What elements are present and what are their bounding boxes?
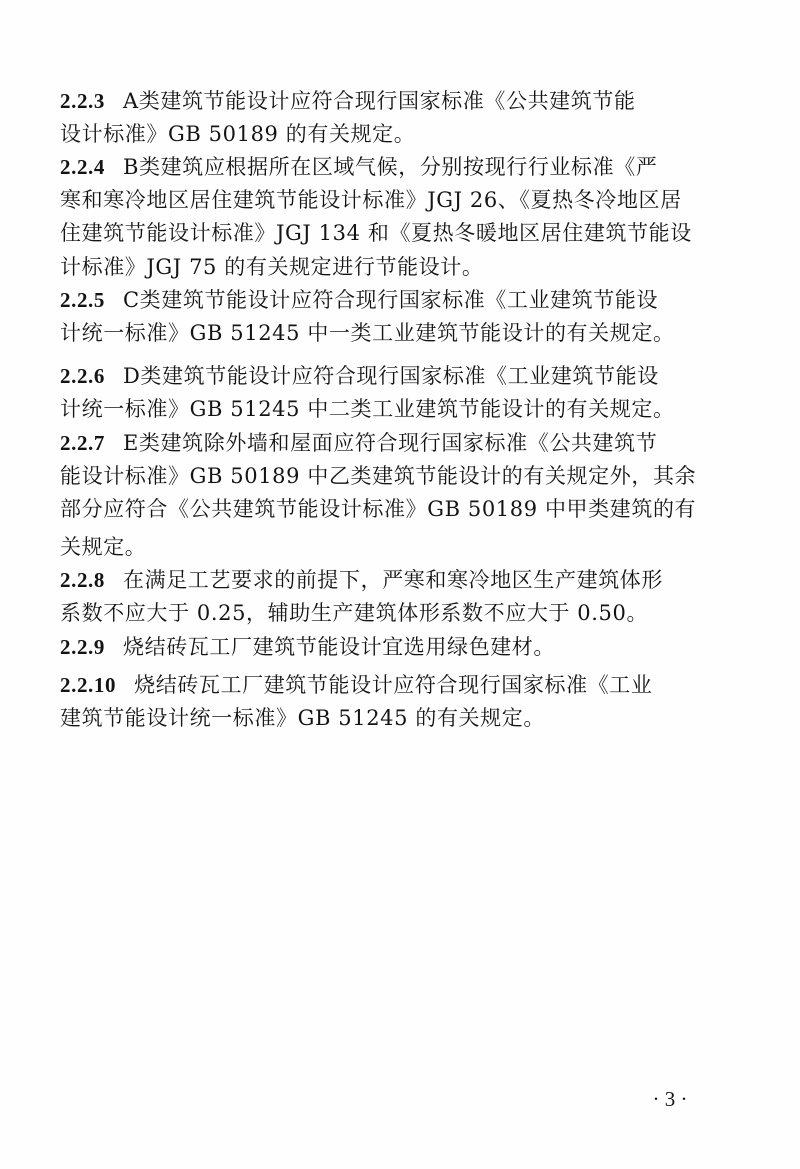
clause-2-2-4-line-1 [60, 152, 657, 182]
clause-2-2-6-line-1 [60, 361, 659, 391]
clause-text: 系数不应大于 0.25，辅助生产建筑体形系数不应大于 0.50。 [60, 601, 649, 625]
clause-2-2-3-line-2 [60, 119, 415, 149]
clause-text: 能设计标准》GB 50189 中乙类建筑节能设计的有关规定外，其余 [60, 464, 697, 488]
clause-text: 在满足工艺要求的前提下，严寒和寒冷地区生产建筑体形 [123, 568, 663, 592]
clause-number: 2.2.4 [60, 155, 105, 179]
clause-2-2-4-line-4 [60, 252, 483, 282]
clause-2-2-10-line-2 [60, 703, 545, 733]
clause-number: 2.2.7 [60, 431, 105, 455]
clause-text: D类建筑节能设计应符合现行国家标准《工业建筑节能设 [123, 364, 659, 388]
clause-2-2-7-line-1 [60, 428, 657, 458]
clause-text: 设计标准》GB 50189 的有关规定。 [60, 122, 416, 146]
clause-text: B类建筑应根据所在区域气候，分别按现行行业标准《严 [123, 155, 658, 179]
clause-2-2-8-line-1 [60, 565, 663, 595]
clause-text: 关规定。 [60, 535, 147, 559]
clause-text: 部分应符合《公共建筑节能设计标准》GB 50189 中甲类建筑的有 [60, 497, 697, 521]
clause-text: C类建筑节能设计应符合现行国家标准《工业建筑节能设 [123, 288, 659, 312]
clause-text: 计统一标准》GB 51245 中二类工业建筑节能设计的有关规定。 [60, 397, 675, 421]
clause-2-2-10-line-1 [60, 670, 653, 700]
clause-2-2-5-line-1 [60, 285, 658, 315]
clause-text: 烧结砖瓦工厂建筑节能设计应符合现行国家标准《工业 [134, 673, 653, 697]
clause-text: A类建筑节能设计应符合现行国家标准《公共建筑节能 [123, 89, 636, 113]
clause-text: 住建筑节能设计标准》JGJ 134 和《夏热冬暖地区居住建筑节能设 [60, 221, 692, 245]
clause-text: 寒和寒冷地区居住建筑节能设计标准》JGJ 26、《夏热冬冷地区居 [60, 188, 682, 212]
clause-number: 2.2.10 [60, 673, 117, 697]
clause-number: 2.2.3 [60, 89, 105, 113]
clause-text: 计标准》JGJ 75 的有关规定进行节能设计。 [60, 255, 484, 279]
clause-2-2-5-line-2 [60, 318, 675, 348]
clause-number: 2.2.6 [60, 364, 105, 388]
clause-2-2-9-line-1 [60, 632, 555, 662]
clause-2-2-4-line-2 [60, 185, 682, 215]
clause-number: 2.2.5 [60, 288, 105, 312]
clause-2-2-3-line-1 [60, 86, 636, 116]
clause-2-2-4-line-3 [60, 218, 692, 248]
clause-2-2-7-line-4 [60, 532, 146, 562]
clause-text: 烧结砖瓦工厂建筑节能设计宜选用绿色建材。 [123, 635, 555, 659]
clause-2-2-8-line-2 [60, 598, 648, 628]
clause-text: 计统一标准》GB 51245 中一类工业建筑节能设计的有关规定。 [60, 321, 675, 345]
clause-text: 建筑节能设计统一标准》GB 51245 的有关规定。 [60, 706, 545, 730]
clause-2-2-7-line-2 [60, 461, 696, 491]
clause-text: E类建筑除外墙和屋面应符合现行国家标准《公共建筑节 [123, 431, 658, 455]
clause-2-2-6-line-2 [60, 394, 675, 424]
clause-2-2-7-line-3 [60, 494, 696, 524]
clause-number: 2.2.8 [60, 568, 105, 592]
clause-number: 2.2.9 [60, 635, 105, 659]
page-number: · 3 · [652, 1087, 688, 1111]
